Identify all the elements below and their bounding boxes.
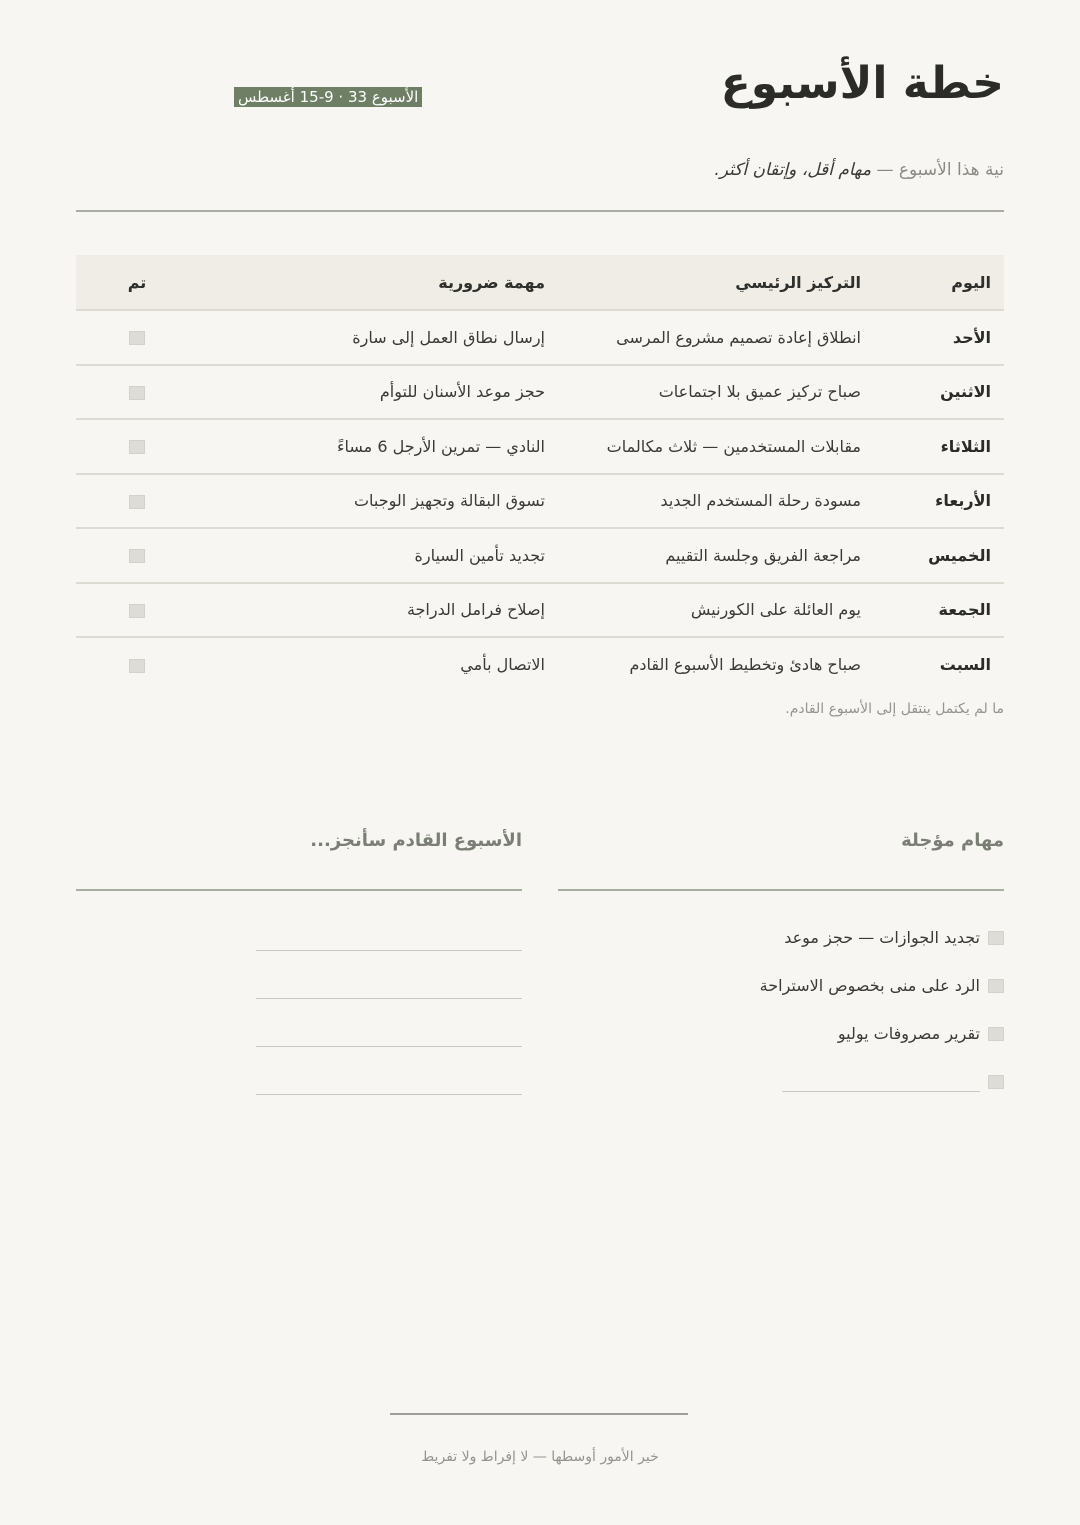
- row-focus: صباح هادئ وتخطيط الأسبوع القادم: [629, 655, 861, 675]
- list-item: [558, 928, 1004, 976]
- row-focus: يوم العائلة على الكورنيش: [545, 583, 861, 638]
- deferred-divider: [558, 889, 1004, 891]
- weekly-plan-table: [76, 255, 1004, 692]
- table-row: [76, 637, 1004, 692]
- row-task: إصلاح فرامل الدراجة: [176, 583, 545, 638]
- done-checkbox[interactable]: [129, 386, 145, 400]
- intention-value: مهام أقل، وإتقان أكثر.: [714, 160, 872, 180]
- row-focus: مسودة رحلة المستخدم الجديد: [545, 474, 861, 529]
- row-day: الثلاثاء: [861, 419, 1004, 474]
- done-checkbox[interactable]: [129, 331, 145, 345]
- row-day: السبت: [939, 655, 991, 675]
- next-week-divider: [76, 889, 522, 891]
- deferred-checkbox[interactable]: [988, 931, 1004, 945]
- column-header-day: اليوم: [861, 255, 1004, 310]
- deferred-blank-line[interactable]: [782, 1072, 980, 1092]
- table-header-row: [76, 255, 1004, 310]
- write-line[interactable]: [256, 950, 522, 998]
- done-checkbox[interactable]: [129, 549, 145, 563]
- column-header-done: تم: [76, 255, 176, 310]
- deferred-checkbox[interactable]: [988, 1075, 1004, 1089]
- row-day: الأحد: [861, 310, 1004, 365]
- row-focus: مقابلات المستخدمين — ثلاث مكالمات: [545, 419, 861, 474]
- table-row: [76, 474, 1004, 529]
- write-line[interactable]: [256, 998, 522, 1046]
- page-title: خطة الأسبوع: [720, 58, 1004, 109]
- deferred-tasks-title: مهام مؤجلة: [901, 830, 1004, 851]
- write-line[interactable]: [256, 1094, 522, 1142]
- list-item: [558, 1072, 1004, 1120]
- carry-over-note: ما لم يكتمل ينتقل إلى الأسبوع القادم.: [785, 701, 1004, 717]
- deferred-task-text: تقرير مصروفات يوليو: [837, 1024, 980, 1043]
- row-task: تسوق البقالة وتجهيز الوجبات: [176, 474, 545, 529]
- next-week-title: الأسبوع القادم سأنجز...: [310, 830, 522, 851]
- row-focus: صباح تركيز عميق بلا اجتماعات: [545, 365, 861, 420]
- row-task: النادي — تمرين الأرجل 6 مساءً: [176, 419, 545, 474]
- row-day: الاثنين: [861, 365, 1004, 420]
- done-checkbox[interactable]: [129, 604, 145, 618]
- next-week-lines: [256, 950, 522, 1142]
- row-task: الاتصال بأمي: [460, 655, 545, 675]
- deferred-task-text: تجديد الجوازات — حجز موعد: [784, 928, 980, 947]
- row-day: الأربعاء: [861, 474, 1004, 529]
- row-day: الجمعة: [861, 583, 1004, 638]
- deferred-checkbox[interactable]: [988, 979, 1004, 993]
- list-item: [558, 976, 1004, 1024]
- column-header-focus: التركيز الرئيسي: [545, 255, 861, 310]
- footer-divider: [390, 1413, 688, 1415]
- deferred-tasks-list: [558, 928, 1004, 1120]
- row-task: تجديد تأمين السيارة: [176, 528, 545, 583]
- deferred-checkbox[interactable]: [988, 1027, 1004, 1041]
- row-task: حجز موعد الأسنان للتوأم: [176, 365, 545, 420]
- write-line[interactable]: [256, 1046, 522, 1094]
- row-day: الخميس: [861, 528, 1004, 583]
- table-row: [76, 310, 1004, 365]
- table-row: [76, 583, 1004, 638]
- row-focus: مراجعة الفريق وجلسة التقييم: [545, 528, 861, 583]
- table-row: [76, 365, 1004, 420]
- footer-quote: خير الأمور أوسطها — لا إفراط ولا تفريط: [421, 1449, 659, 1465]
- done-checkbox[interactable]: [129, 440, 145, 454]
- week-intention: [714, 160, 1004, 180]
- table-row: [76, 528, 1004, 583]
- row-task: إرسال نطاق العمل إلى سارة: [176, 310, 545, 365]
- column-header-task: مهمة ضرورية: [176, 255, 545, 310]
- header-divider: [76, 210, 1004, 212]
- weekly-plan-page: [76, 0, 1004, 1525]
- done-checkbox[interactable]: [129, 659, 145, 673]
- deferred-task-text: الرد على منى بخصوص الاستراحة: [759, 976, 980, 995]
- week-badge: الأسبوع 33 · 9-15 أغسطس: [234, 87, 422, 107]
- list-item: [558, 1024, 1004, 1072]
- row-focus: انطلاق إعادة تصميم مشروع المرسى: [545, 310, 861, 365]
- done-checkbox[interactable]: [129, 495, 145, 509]
- intention-label: نية هذا الأسبوع —: [876, 160, 1004, 180]
- table-row: [76, 419, 1004, 474]
